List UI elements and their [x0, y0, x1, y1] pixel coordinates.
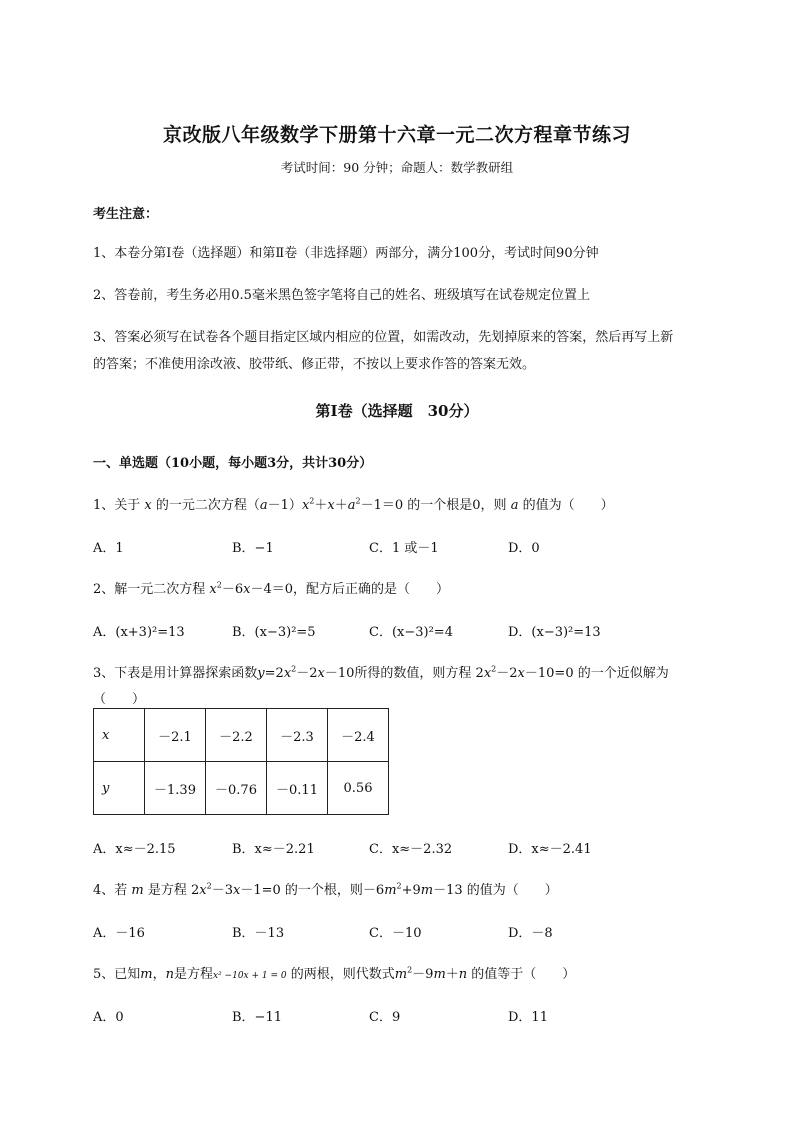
question-3-blank: （ ） — [93, 692, 146, 707]
exam-subtitle: 考试时间：90 分钟；命题人：数学教研组 — [280, 160, 514, 175]
notice-item-2: 2、答卷前，考生务必用0.5毫米黑色签字笔将自己的姓名、班级填写在试卷规定位置上 — [93, 288, 590, 303]
option-d: D．x≈－2.41 — [508, 842, 592, 857]
option-d: D．11 — [508, 1010, 548, 1025]
question-2-options — [93, 621, 713, 641]
notice-item-3-line-2: 的答案；不准使用涂改液、胶带纸、修正带，不按以上要求作答的答案无效。 — [93, 357, 536, 372]
option-c: C．1 或－1 — [369, 541, 439, 556]
equation: x² −10x + 1 = 0 — [213, 971, 287, 981]
notice-item-1: 1、本卷分第Ⅰ卷（选择题）和第Ⅱ卷（非选择题）两部分，满分100分，考试时间90分钟 — [93, 246, 599, 261]
table-cell: －2.4 — [328, 709, 389, 762]
option-a: A．0 — [93, 1010, 124, 1025]
option-a: A．1 — [93, 541, 124, 556]
notice-item-3-line-1: 3、答案必须写在试卷各个题目指定区域内相应的位置，如需改动，先划掉原来的答案，然后再写上新 — [93, 330, 674, 345]
table-cell: －2.3 — [267, 709, 328, 762]
part-heading: 一、单选题（10小题，每小题3分，共计30分） — [93, 456, 373, 471]
option-a: A．x≈－2.15 — [93, 842, 176, 857]
question-4: 4、若 m 是方程 $2x^2-3x-1=0$ 的一个根，则$-6m^2+9m-13$ 的值为（ ） — [93, 881, 558, 898]
option-b: B．x≈－2.21 — [232, 842, 315, 857]
table-cell: －0.76 — [206, 762, 267, 815]
option-d: D．0 — [508, 541, 540, 556]
section-title: 第Ⅰ卷（选择题 30分） — [315, 402, 479, 420]
question-3-options — [93, 838, 713, 858]
table-cell: －2.1 — [145, 709, 206, 762]
table-cell: －0.11 — [267, 762, 328, 815]
option-c: C．x≈－2.32 — [369, 842, 453, 857]
notice-heading: 考生注意： — [93, 207, 159, 222]
page-title: 京改版八年级数学下册第十六章一元二次方程章节练习 — [162, 124, 631, 146]
option-b: B．－13 — [232, 926, 285, 941]
option-c: C．9 — [369, 1010, 401, 1025]
table-cell: －2.2 — [206, 709, 267, 762]
question-5-options — [93, 1006, 713, 1026]
option-a: A．－16 — [93, 926, 145, 941]
question-3: 3、下表是用计算器探索函数$y=2x^2-2x-10$所得的数值，则方程 $2x^2-2x-10=0$ 的一个近似解为 — [93, 664, 669, 681]
table-cell: 0.56 — [328, 762, 389, 815]
option-c: C．(x−3)²=4 — [369, 625, 453, 640]
table-cell: －1.39 — [145, 762, 206, 815]
option-b: B．(x−3)²=5 — [232, 625, 316, 640]
option-d: D．(x−3)²=13 — [508, 625, 601, 640]
question-1: 1、关于 x 的一元二次方程$(a-1)x^2+x+a^2-1=0$ 的一个根是0，则 a 的值为（ ） — [93, 496, 614, 513]
option-a: A．(x+3)²=13 — [93, 625, 185, 640]
option-d: D．－8 — [508, 926, 553, 941]
table-cell: x — [94, 709, 145, 762]
table-row — [94, 762, 389, 815]
table-cell: y — [94, 762, 145, 815]
question-4-options — [93, 922, 713, 942]
table-row — [94, 709, 389, 762]
option-b: B．−1 — [232, 541, 274, 556]
question-5: 5、已知m，n是方程x² −10x + 1 = 0 的两根，则代数式$m^2-9m+n$ 的值等于（ ） — [93, 965, 576, 982]
value-table — [93, 708, 389, 815]
option-b: B．−11 — [232, 1010, 282, 1025]
question-2: 2、解一元二次方程 $x^2-6x-4=0$，配方后正确的是（ ） — [93, 580, 450, 597]
option-c: C．－10 — [369, 926, 422, 941]
question-1-options — [93, 537, 713, 557]
